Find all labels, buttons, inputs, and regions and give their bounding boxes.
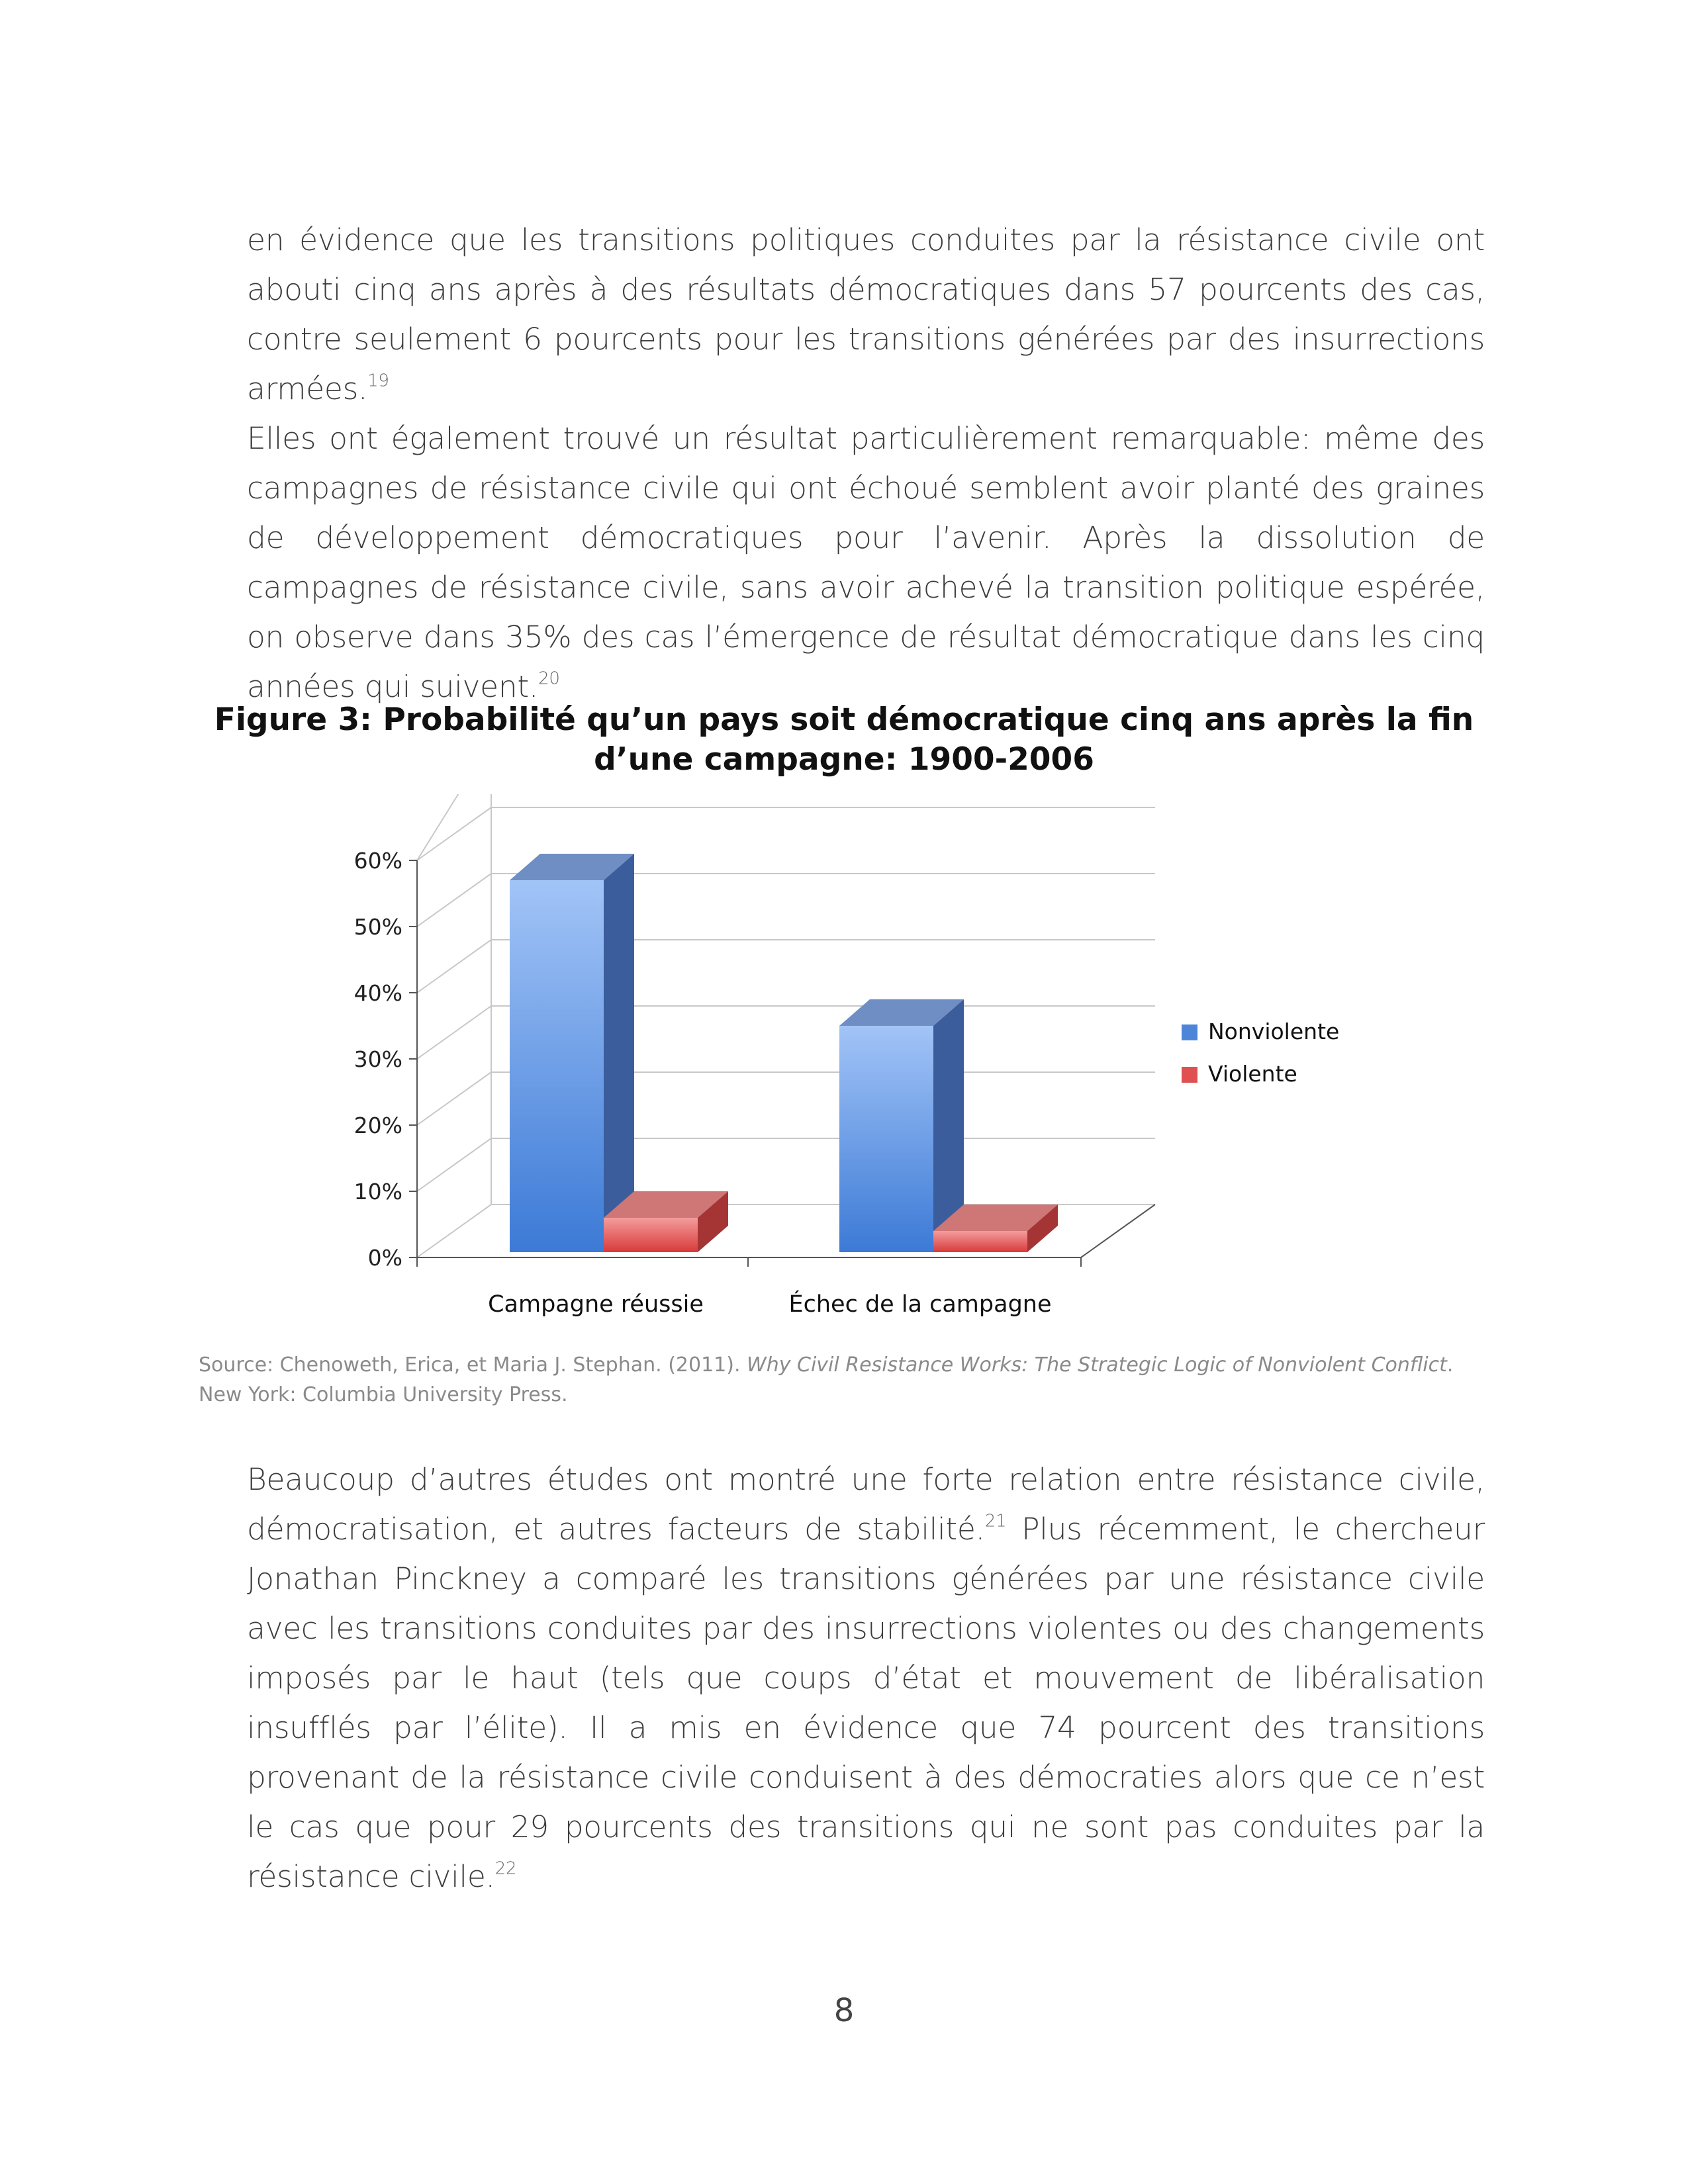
gridline-side (417, 940, 491, 993)
y-tick-label: 40% (353, 980, 402, 1006)
y-tick-label: 30% (353, 1046, 402, 1072)
figure-source (199, 1350, 1489, 1410)
footnote-19[interactable]: 19 (367, 371, 389, 391)
source-book-title: Why Civil Resistance Works: The Strategic Logic of Nonviolent Conflict (747, 1353, 1447, 1377)
page-number: 8 (833, 1992, 855, 2029)
footnote-21[interactable]: 21 (984, 1511, 1007, 1531)
source-prefix: Source: Chenoweth, Erica, et Maria J. Stephan. (2011). (199, 1353, 747, 1377)
legend-swatch (1182, 1024, 1197, 1040)
bar-violente-front (604, 1218, 698, 1252)
chart-legend (1182, 1019, 1339, 1087)
bar-nonviolente-front (839, 1026, 933, 1252)
bar-chart (0, 794, 1688, 1337)
gridline-side (417, 794, 491, 860)
legend-swatch (1182, 1067, 1197, 1083)
gridline-side (417, 1205, 491, 1257)
gridline-side (417, 807, 491, 860)
y-tick-label: 20% (353, 1113, 402, 1138)
gridline-side (417, 1138, 491, 1191)
paragraph-1 (247, 215, 1485, 414)
bar-violente-front (933, 1231, 1027, 1252)
bar-nonviolente-side (604, 854, 634, 1252)
source-publisher: New York: Columbia University Press. (199, 1383, 568, 1406)
source-suffix: . (1446, 1353, 1454, 1377)
paragraph-2-text: Elles ont également trouvé un résultat particulièrement remarquable: même des campagnes de résistance civile qui ont échoué semblent avoir planté des graines de développement démocratiques pour l’avenir. Après la dissolution de campagnes de résistance civile, sans avoir achevé la transition politique espérée, on observe dans 35% des cas l’émergence de résultat démocratique dans les cinq années qui suivent. (247, 421, 1485, 704)
paragraph-1-text: en évidence que les transitions politiques conduites par la résistance civile ont abouti cinq ans après à des résultats démocratiques dans 57 pourcents des cas, contre seulement 6 pourcents pour les transitions générées par des insurrections armées. (247, 222, 1485, 406)
footnote-22[interactable]: 22 (494, 1858, 517, 1879)
y-tick-label: 10% (353, 1179, 402, 1205)
x-category-label: Campagne réussie (488, 1291, 704, 1318)
footnote-20[interactable]: 20 (538, 668, 560, 689)
y-tick-label: 60% (353, 848, 402, 874)
floor-edge (1081, 1205, 1155, 1257)
y-tick-label: 0% (367, 1245, 402, 1271)
gridline-side (417, 874, 491, 927)
gridline-side (417, 1006, 491, 1059)
paragraph-3-text-a: Beaucoup d’autres études ont montré une forte relation entre résistance civile, démocratisation, et autres facteurs de stabilité. (247, 1462, 1485, 1547)
paragraph-2 (247, 414, 1485, 711)
legend-label: Nonviolente (1208, 1019, 1340, 1044)
bar-nonviolente-front (510, 880, 604, 1252)
figure-title: Figure 3: Probabilité qu’un pays soit démocratique cinq ans après la fin d’une campagne: 1900-2006 (214, 702, 1474, 778)
y-tick-label: 50% (353, 914, 402, 940)
legend-label: Violente (1208, 1061, 1297, 1087)
chart-bars (510, 854, 1058, 1252)
gridline-side (417, 1072, 491, 1125)
paragraph-3 (247, 1455, 1485, 1901)
x-category-label: Échec de la campagne (788, 1291, 1052, 1318)
paragraph-3-text-b: Plus récemment, le chercheur Jonathan Pinckney a comparé les transitions générées par une résistance civile avec les transitions conduites par des insurrections violentes ou des changements imposés par le haut (tels que coups d’état et mouvement de libéralisation insufflés par l’élite). Il a mis en évidence que 74 pourcent des transitions provenant de la résistance civile conduisent à des démocraties alors que ce n’est le cas que pour 29 pourcents des transitions qui ne sont pas conduites par la résistance civile. (247, 1512, 1485, 1894)
